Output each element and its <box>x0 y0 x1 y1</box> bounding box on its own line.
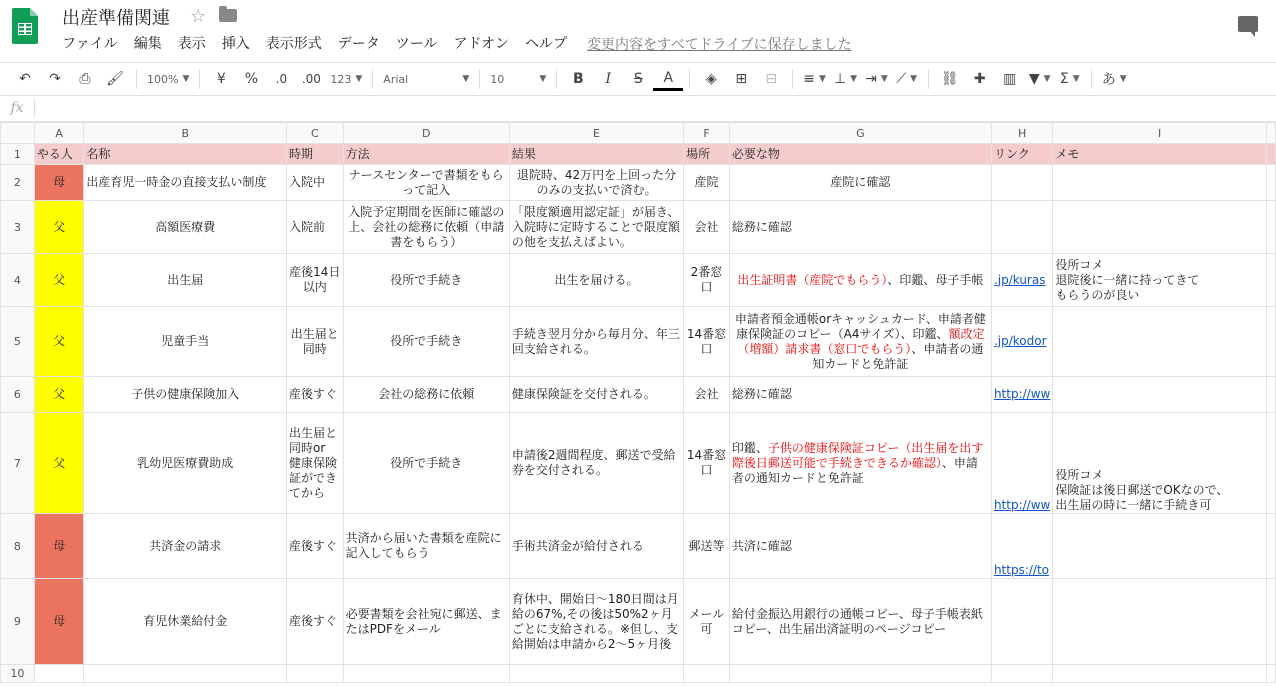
cell-timing[interactable]: 入院中 <box>287 165 344 201</box>
font-size-value: 10 <box>490 72 505 86</box>
cell-needs-text: 共済に確認 <box>731 538 792 553</box>
fill-color-icon[interactable]: ◈ <box>705 71 717 87</box>
cell-needs-text: 印鑑、 <box>731 440 768 455</box>
row-header[interactable]: 7 <box>1 413 35 514</box>
column-header[interactable]: G <box>729 123 991 144</box>
cell-place[interactable]: 会社 <box>684 201 730 254</box>
menu-data[interactable]: データ <box>337 36 380 52</box>
divider <box>1091 69 1092 89</box>
cell-result[interactable]: 退院時、42万円を上回った分のみの支払いで済む。 <box>509 165 683 201</box>
percent-button[interactable]: % <box>244 71 259 87</box>
cell-timing[interactable]: 入院前 <box>287 201 344 254</box>
cell-header-name[interactable]: 名称 <box>84 144 287 165</box>
save-status[interactable]: 変更内容をすべてドライブに保存しました <box>587 37 852 53</box>
cell-name[interactable]: 育児休業給付金 <box>84 579 287 665</box>
folder-icon[interactable] <box>219 9 237 22</box>
row-header[interactable]: 3 <box>1 201 35 254</box>
divider <box>689 69 690 89</box>
cell-name[interactable]: 出生届 <box>84 254 287 307</box>
sheets-logo-icon[interactable] <box>12 8 38 44</box>
vertical-align-icon[interactable]: ⊥ ▼ <box>833 71 858 87</box>
divider <box>136 69 137 89</box>
spreadsheet-grid <box>0 122 1276 683</box>
cell-needs-text: 、申請者の通知カードと免許証 <box>731 455 978 485</box>
cell-place[interactable]: メール可 <box>684 579 730 665</box>
cell-timing[interactable]: 産後すぐ <box>287 377 344 413</box>
cell-result[interactable]: 「限度額適用認定証」が届き、入院時に定時することで限度額の他を支払えばよい。 <box>509 201 683 254</box>
cell-link[interactable] <box>991 201 1052 254</box>
divider <box>928 69 929 89</box>
decrease-decimal-button[interactable]: .0 <box>275 72 288 86</box>
comment-add-icon[interactable]: ✚ <box>973 71 986 87</box>
cell-needs-highlight: 子供の健康保険証コピー（出生届を出す際後日郵送可能で手続きできるか確認） <box>731 440 984 470</box>
cell-extra[interactable] <box>1266 579 1275 665</box>
chevron-down-icon: ▼ <box>539 74 547 84</box>
paint-format-icon[interactable]: 🖌 <box>106 71 124 87</box>
input-tools-label: あ <box>1101 72 1116 88</box>
number-format-label: 123 <box>330 72 352 86</box>
divider <box>372 69 373 89</box>
cell-header-memo[interactable]: メモ <box>1053 144 1267 165</box>
table-row <box>1 254 1276 307</box>
cell-method[interactable]: 共済から届いた書類を産院に記入してもらう <box>343 514 509 579</box>
cell-empty[interactable] <box>1053 665 1267 683</box>
table-row <box>1 201 1276 254</box>
cell-memo[interactable] <box>1053 377 1267 413</box>
cell-result[interactable]: 手続き翌月分から毎月分、年三回支給される。 <box>509 307 683 377</box>
column-header[interactable]: I <box>1053 123 1267 144</box>
table-row <box>1 165 1276 201</box>
cell-header-place[interactable]: 場所 <box>684 144 730 165</box>
cell-header-link[interactable]: リンク <box>991 144 1052 165</box>
cell-needs[interactable] <box>729 514 991 579</box>
cell-needs-text: 総務に確認 <box>731 219 792 234</box>
cell-link-text[interactable]: .jp/kuras <box>993 272 1046 287</box>
cell-who[interactable]: 母 <box>34 165 84 201</box>
input-tools-button[interactable]: あ ▼ <box>1098 67 1131 91</box>
cell-method[interactable]: ナースセンターで書類をもらって記入 <box>343 165 509 201</box>
print-icon[interactable]: ⎙ <box>79 71 91 87</box>
row-header[interactable]: 2 <box>1 165 35 201</box>
cell-name[interactable]: 共済金の請求 <box>84 514 287 579</box>
cell-link-text[interactable]: http://ww <box>993 387 1051 401</box>
cell-timing[interactable]: 出生届と同時or 健康保険証ができてから <box>287 413 344 514</box>
star-icon[interactable]: ☆ <box>190 6 207 27</box>
cell-timing[interactable]: 産後すぐ <box>287 579 344 665</box>
cell-needs-highlight: 額改定（増額）請求書（窓口でもらう） <box>737 326 985 356</box>
chart-icon[interactable]: ▥ <box>1003 71 1017 87</box>
cell-method[interactable]: 役所で手続き <box>343 413 509 514</box>
cell-needs[interactable] <box>729 413 991 514</box>
bold-button[interactable]: B <box>572 71 584 87</box>
cell-memo[interactable] <box>1053 201 1267 254</box>
cell-timing[interactable]: 出生届と同時 <box>287 307 344 377</box>
cell-needs-text: 申請者預金通帳orキャッシュカード、申請者健康保険証のコピー（A4サイズ）、印鑑、 <box>734 311 986 341</box>
cell-needs-highlight: 出生証明書（産院でもらう） <box>737 272 888 287</box>
row-header[interactable]: 4 <box>1 254 35 307</box>
cell-header-timing[interactable]: 時期 <box>287 144 344 165</box>
cell-place[interactable]: 14番窓口 <box>684 307 730 377</box>
cell-needs[interactable] <box>729 254 991 307</box>
menu-edit[interactable]: 編集 <box>133 36 162 52</box>
chevron-down-icon: ▼ <box>182 74 190 84</box>
menu-view[interactable]: 表示 <box>177 36 206 52</box>
cell-memo[interactable] <box>1053 165 1267 201</box>
font-size-select[interactable] <box>486 67 550 91</box>
cell-result[interactable]: 出生を届ける。 <box>509 254 683 307</box>
divider <box>479 69 480 89</box>
chevron-down-icon: ▼ <box>462 74 470 84</box>
divider <box>199 69 200 89</box>
cell-who[interactable]: 父 <box>34 254 84 307</box>
cell-extra[interactable] <box>1266 201 1275 254</box>
cell-who[interactable]: 父 <box>34 377 84 413</box>
row-header[interactable]: 9 <box>1 579 35 665</box>
menu-insert[interactable]: 挿入 <box>221 36 250 52</box>
table-row <box>1 579 1276 665</box>
cell-header-who[interactable]: やる人 <box>34 144 84 165</box>
cell-timing[interactable]: 産後14日以内 <box>287 254 344 307</box>
column-header[interactable]: A <box>34 123 84 144</box>
horizontal-align-icon[interactable]: ≡ ▼ <box>803 71 826 87</box>
cell-needs-text: 産院に確認 <box>830 175 891 189</box>
text-rotate-icon[interactable]: ⟋ ▼ <box>896 71 918 87</box>
column-header[interactable]: C <box>287 123 344 144</box>
cell-memo[interactable]: 役所コメ 退院後に一緒に持ってきて もらうのが良い <box>1053 254 1267 307</box>
formula-input[interactable] <box>35 97 1276 119</box>
cell-extra[interactable] <box>1266 254 1275 307</box>
divider <box>556 69 557 89</box>
cell-empty[interactable] <box>1266 665 1275 683</box>
cell-needs[interactable] <box>729 579 991 665</box>
divider <box>792 69 793 89</box>
row-header[interactable]: 8 <box>1 514 35 579</box>
cell-needs[interactable] <box>729 307 991 377</box>
undo-icon[interactable]: ↶ <box>19 71 31 87</box>
cell-header-method[interactable]: 方法 <box>343 144 509 165</box>
cell-memo[interactable] <box>1053 514 1267 579</box>
cell-place[interactable]: 会社 <box>684 377 730 413</box>
cell-memo[interactable] <box>1053 307 1267 377</box>
cell-result[interactable]: 手術共済金が給付される <box>509 514 683 579</box>
functions-icon[interactable]: Σ ▼ <box>1059 71 1080 87</box>
cell-empty[interactable] <box>684 665 730 683</box>
cell-method[interactable]: 必要書類を会社宛に郵送、またはPDFをメール <box>343 579 509 665</box>
table-row <box>1 413 1276 514</box>
sheet-table <box>0 122 1276 683</box>
cell-extra[interactable] <box>1266 377 1275 413</box>
row-header[interactable]: 5 <box>1 307 35 377</box>
cell-header-result[interactable]: 結果 <box>509 144 683 165</box>
cell-place[interactable]: 14番窓口 <box>684 413 730 514</box>
cell-link[interactable] <box>991 514 1052 579</box>
cell-extra[interactable] <box>1266 165 1275 201</box>
font-name: Arial <box>383 72 409 86</box>
cell-link-text[interactable]: https://to <box>993 563 1049 577</box>
cell-link[interactable] <box>991 377 1052 413</box>
formula-bar <box>0 95 1276 122</box>
font-select[interactable] <box>379 67 473 91</box>
cell-empty[interactable] <box>729 665 991 683</box>
cell-link-text[interactable]: .jp/kodor <box>993 334 1047 348</box>
cell-result[interactable]: 育休中、開始日〜180日間は月給の67%,その後は50%2ヶ月ごとに支給される。※但し、支給開始は申請から2〜5ヶ月後 <box>509 579 683 665</box>
row-header[interactable]: 1 <box>1 144 35 165</box>
cell-who[interactable]: 母 <box>34 579 84 665</box>
cell-needs-text: 、印鑑、母子手帳 <box>887 272 984 287</box>
cell-empty[interactable] <box>34 665 84 683</box>
column-header[interactable]: D <box>343 123 509 144</box>
menu-tools[interactable]: ツール <box>395 36 438 52</box>
cell-empty[interactable] <box>287 665 344 683</box>
zoom-value: 100% <box>147 72 179 86</box>
column-header[interactable]: H <box>991 123 1052 144</box>
cell-result[interactable]: 申請後2週間程度、郵送で受給券を交付される。 <box>509 413 683 514</box>
cell-extra[interactable] <box>1266 413 1275 514</box>
cell-empty[interactable] <box>991 665 1052 683</box>
cell-needs[interactable] <box>729 377 991 413</box>
redo-icon[interactable]: ↷ <box>49 71 61 87</box>
cell-needs-text: 総務に確認 <box>731 387 792 401</box>
title-bar <box>0 0 1276 62</box>
filter-icon[interactable]: ▼ ▼ <box>1028 71 1051 87</box>
text-color-button[interactable]: A <box>653 68 683 91</box>
menu-bar <box>54 34 852 54</box>
cell-memo[interactable]: 役所コメ 保険証は後日郵送でOKなので、 出生届の時に一緒に手続き可 <box>1053 413 1267 514</box>
cell-needs[interactable] <box>729 201 991 254</box>
strikethrough-button[interactable]: S <box>633 71 643 87</box>
row-header[interactable]: 6 <box>1 377 35 413</box>
cell-method[interactable]: 入院予定期間を医師に確認の上、会社の総務に依頼（申請書をもらう） <box>343 201 509 254</box>
menu-file[interactable]: ファイル <box>62 36 118 52</box>
cell-extra[interactable] <box>1266 307 1275 377</box>
zoom-select[interactable] <box>143 67 193 91</box>
number-format-select[interactable] <box>326 67 366 91</box>
cell-place[interactable]: 産院 <box>684 165 730 201</box>
column-header[interactable]: E <box>509 123 683 144</box>
chevron-down-icon: ▼ <box>355 74 363 84</box>
cell-result[interactable]: 健康保険証を交付される。 <box>509 377 683 413</box>
cell-extra[interactable] <box>1266 514 1275 579</box>
table-row <box>1 377 1276 413</box>
cell-method[interactable]: 役所で手続き <box>343 254 509 307</box>
cell-name[interactable]: 児童手当 <box>84 307 287 377</box>
cell-name[interactable]: 出産育児一時金の直接支払い制度 <box>84 165 287 201</box>
cell-link[interactable] <box>991 165 1052 201</box>
italic-button[interactable]: I <box>605 71 612 87</box>
cell-timing[interactable]: 産後すぐ <box>287 514 344 579</box>
cell-who[interactable]: 父 <box>34 413 84 514</box>
currency-button[interactable]: ¥ <box>216 71 226 87</box>
menu-help[interactable]: ヘルプ <box>525 36 568 52</box>
cell-name[interactable]: 子供の健康保険加入 <box>84 377 287 413</box>
column-header[interactable]: B <box>84 123 287 144</box>
menu-addons[interactable]: アドオン <box>453 36 510 52</box>
comment-icon[interactable] <box>1238 16 1258 32</box>
cell-who[interactable]: 父 <box>34 307 84 377</box>
fx-icon: fx <box>10 100 24 116</box>
merge-cells-icon[interactable]: ⊟ <box>765 71 778 87</box>
cell-link[interactable] <box>991 579 1052 665</box>
table-row <box>1 514 1276 579</box>
table-row <box>1 665 1276 683</box>
cell-place[interactable]: 郵送等 <box>684 514 730 579</box>
cell-needs-text: 、申請者の通知カードと免許証 <box>812 341 984 371</box>
column-header-extra[interactable] <box>1266 123 1275 144</box>
document-title[interactable]: 出産準備関連 <box>62 8 170 29</box>
increase-decimal-button[interactable]: .00 <box>301 72 321 86</box>
cell-empty[interactable] <box>84 665 287 683</box>
cell-method[interactable]: 会社の総務に依頼 <box>343 377 509 413</box>
text-wrap-icon[interactable]: ⇥ ▼ <box>865 71 888 87</box>
cell-extra[interactable] <box>1266 144 1275 165</box>
cell-method[interactable]: 役所で手続き <box>343 307 509 377</box>
cell-link[interactable] <box>991 254 1052 307</box>
cell-who[interactable]: 父 <box>34 201 84 254</box>
table-row <box>1 307 1276 377</box>
cell-header-needs[interactable]: 必要な物 <box>729 144 991 165</box>
cell-needs-text: 給付金振込用銀行の通帳コピー、母子手帳表紙コピー、出生届出済証明のページコピー <box>731 606 983 636</box>
borders-icon[interactable]: ⊞ <box>735 71 748 87</box>
cell-empty[interactable] <box>343 665 509 683</box>
cell-link[interactable] <box>991 413 1052 514</box>
link-icon[interactable]: ⛓ <box>940 71 959 87</box>
select-all-corner[interactable] <box>1 123 35 144</box>
cell-needs[interactable] <box>729 165 991 201</box>
column-header[interactable]: F <box>684 123 730 144</box>
menu-format[interactable]: 表示形式 <box>265 36 322 52</box>
cell-name[interactable]: 乳幼児医療費助成 <box>84 413 287 514</box>
cell-link-text[interactable]: http://ww <box>993 498 1051 512</box>
cell-name[interactable]: 高額医療費 <box>84 201 287 254</box>
cell-place[interactable]: 2番窓口 <box>684 254 730 307</box>
toolbar <box>0 62 1276 96</box>
cell-link[interactable] <box>991 307 1052 377</box>
row-header[interactable]: 10 <box>1 665 35 683</box>
cell-memo[interactable] <box>1053 579 1267 665</box>
cell-who[interactable]: 母 <box>34 514 84 579</box>
cell-empty[interactable] <box>509 665 683 683</box>
